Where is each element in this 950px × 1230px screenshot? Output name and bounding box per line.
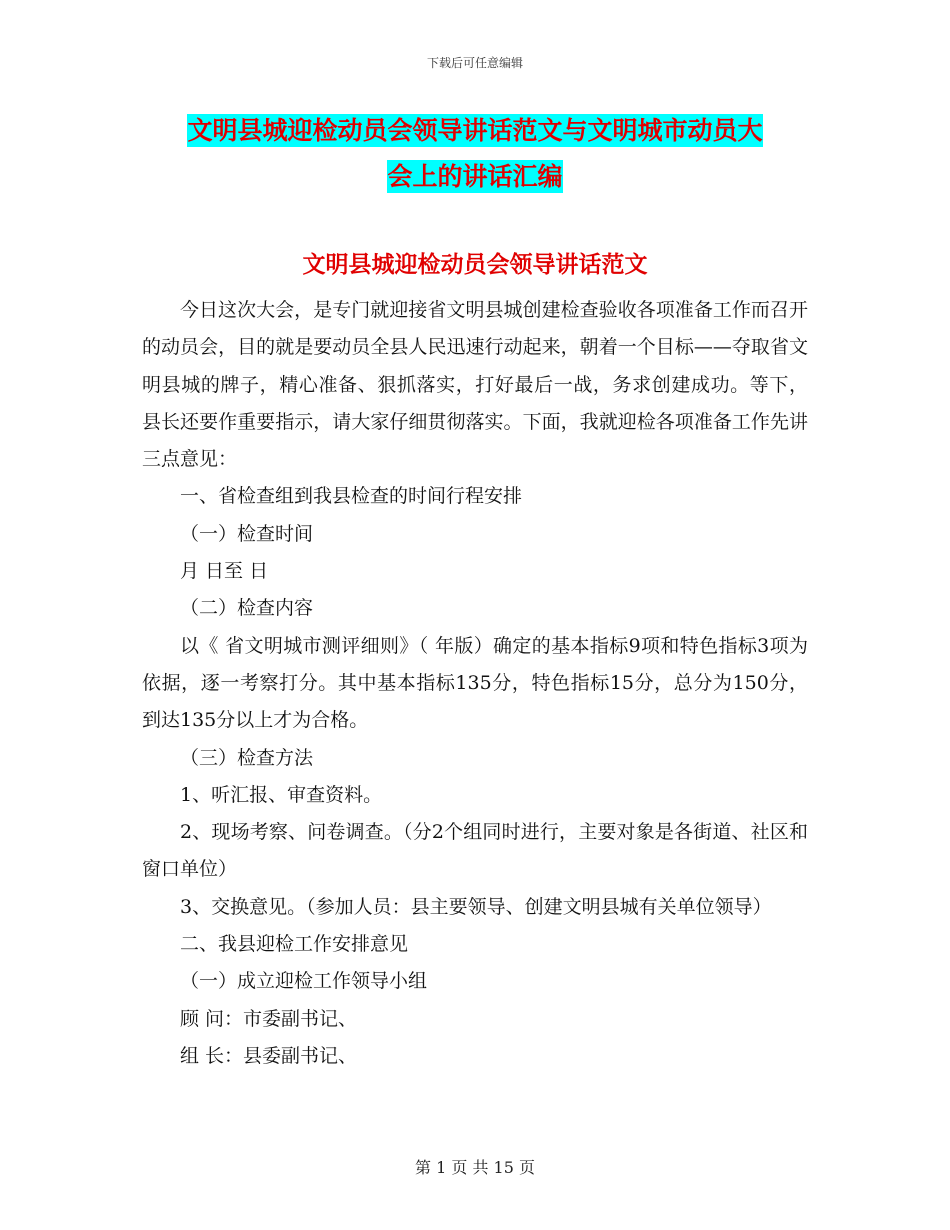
paragraph: （三）检查方法 [180,746,314,769]
paragraph: （一）检查时间 [180,522,314,545]
paragraph: 顾 问：市委副书记、 [180,1007,358,1030]
document-title [140,108,810,200]
paragraph: 以《 省文明城市测评细则》（ 年版）确定的基本指标9项和特色指标3项为依据，逐一考察打分。其中基本指标135分，特色指标15分，总分为150分，到达135分以上才为合格。 [142,634,808,732]
title-line-1: 文明县城迎检动员会领导讲话范文与文明城市动员大 [187,116,763,145]
paragraph: 1、听汇报、审查资料。 [180,783,383,806]
title-line-2: 会上的讲话汇编 [387,162,563,191]
page-header-note: 下载后可任意编辑 [426,56,523,70]
page-number: 第 1 页 共 15 页 [415,1158,535,1177]
paragraph: （一）成立迎检工作领导小组 [180,970,428,993]
paragraph: 月 日至 日 [180,560,269,583]
paragraph: 一、省检查组到我县检查的时间行程安排 [180,485,523,508]
paragraph: （二）检查内容 [180,597,314,620]
paragraph: 组 长：县委副书记、 [180,1044,358,1067]
paragraph: 今日这次大会，是专门就迎接省文明县城创建检查验收各项准备工作而召开的动员会，目的就是要动员全县人民迅速行动起来，朝着一个目标——夺取省文明县城的牌子，精心准备、狠抓落实，打好最后一战，务求创建成功。等下， 县长还要作重要指示，请大家仔细贯彻落实。下面，我就迎检各项准备工作先讲三点意见： [142,299,808,471]
paragraph: 2、现场考察、问卷调查。（分2个组同时进行，主要对象是各街道、社区和窗口单位） [142,821,808,881]
document-body [142,292,808,1075]
paragraph: 3、交换意见。（参加人员：县主要领导、创建文明县城有关单位领导） [180,895,772,918]
paragraph: 二、我县迎检工作安排意见 [180,933,409,956]
section-title: 文明县城迎检动员会领导讲话范文 [302,252,648,278]
